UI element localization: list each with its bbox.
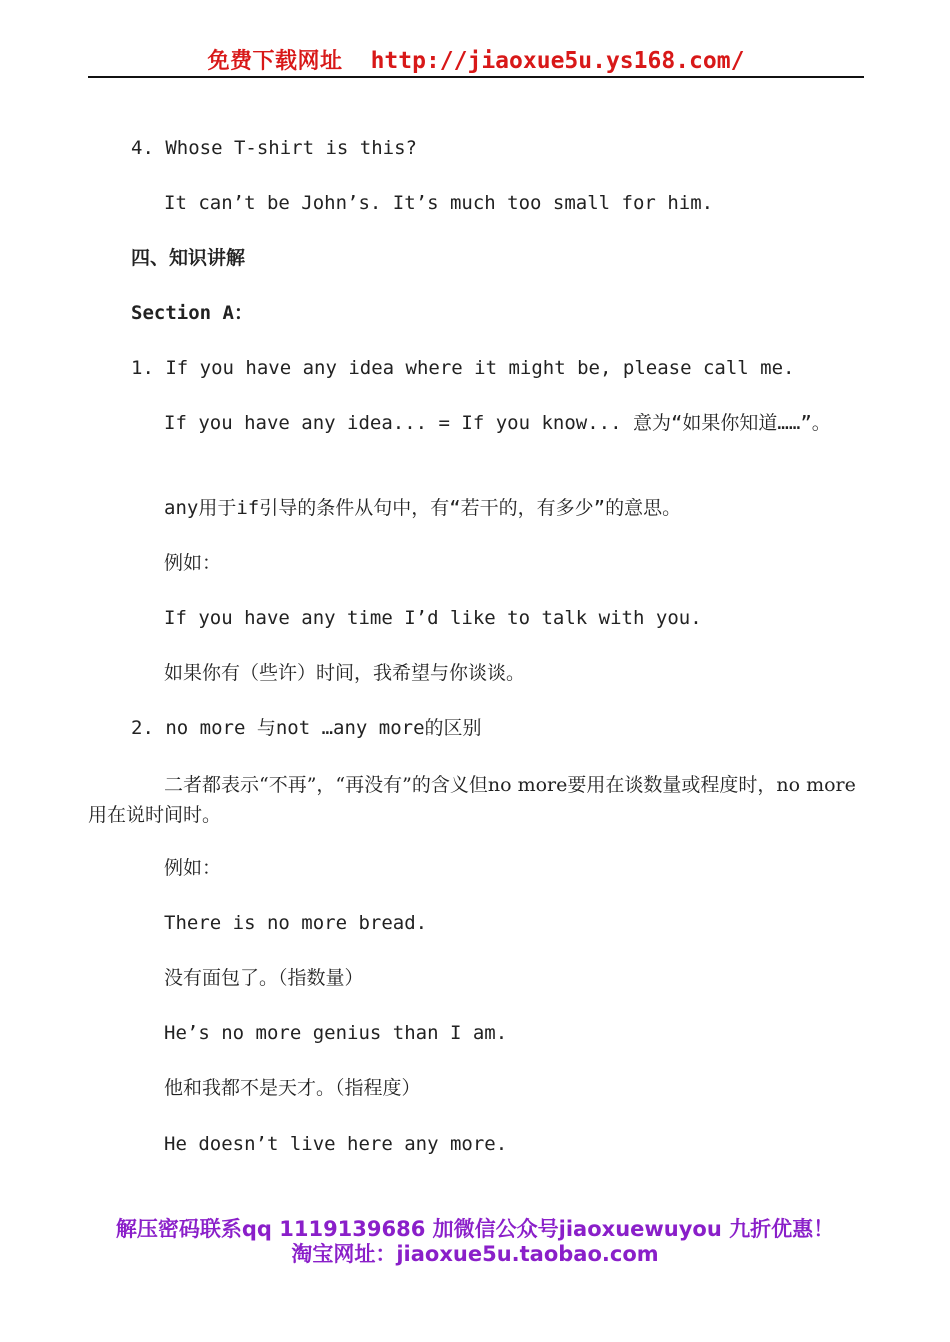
page-header xyxy=(88,44,864,78)
item-1-explanation: If you have any idea... = If you know... 意为“如果你知道……”。 xyxy=(164,412,831,434)
question-4-answer: It can’t be John’s. It’s much too small for him. xyxy=(164,192,714,214)
example-label: 例如： xyxy=(164,857,222,879)
example-3-chinese: 他和我都不是天才。（指程度） xyxy=(164,1077,421,1099)
example-3-english: He’s no more genius than I am. xyxy=(164,1022,508,1044)
header-label: 免费下载网址 xyxy=(207,49,343,74)
item-2-explanation-text: 二者都表示“不再”，“再没有”的含义但no more要用在谈数量或程度时，no more用在说时间时。 xyxy=(88,774,856,826)
footer-contact: 解压密码联系qq 1119139686 加微信公众号jiaoxuewuyou 九折优惠！ xyxy=(115,1217,835,1241)
item-2-explanation xyxy=(88,770,864,830)
section-heading: 四、知识讲解 xyxy=(131,247,246,269)
example-1-english: If you have any time I’d like to talk with you. xyxy=(164,607,702,629)
example-2-chinese: 没有面包了。（指数量） xyxy=(164,967,364,989)
any-usage-note: any用于if引导的条件从句中，有“若干的，有多少”的意思。 xyxy=(164,497,682,519)
example-2-english: There is no more bread. xyxy=(164,912,428,934)
example-1-chinese: 如果你有（些许）时间，我希望与你谈谈。 xyxy=(164,662,526,684)
footer-taobao-link[interactable]: 淘宝网址：jiaoxue5u.taobao.com xyxy=(291,1242,659,1266)
example-4-english: He doesn’t live here any more. xyxy=(164,1133,508,1155)
item-1: 1. If you have any idea where it might be, please call me. xyxy=(131,357,795,379)
item-2: 2. no more 与not …any more的区别 xyxy=(131,717,482,739)
example-label: 例如： xyxy=(164,552,222,574)
question-4: 4. Whose T-shirt is this? xyxy=(131,137,417,159)
header-url[interactable]: http://jiaoxue5u.ys168.com/ xyxy=(370,48,745,74)
section-a-heading: Section A： xyxy=(131,302,253,324)
